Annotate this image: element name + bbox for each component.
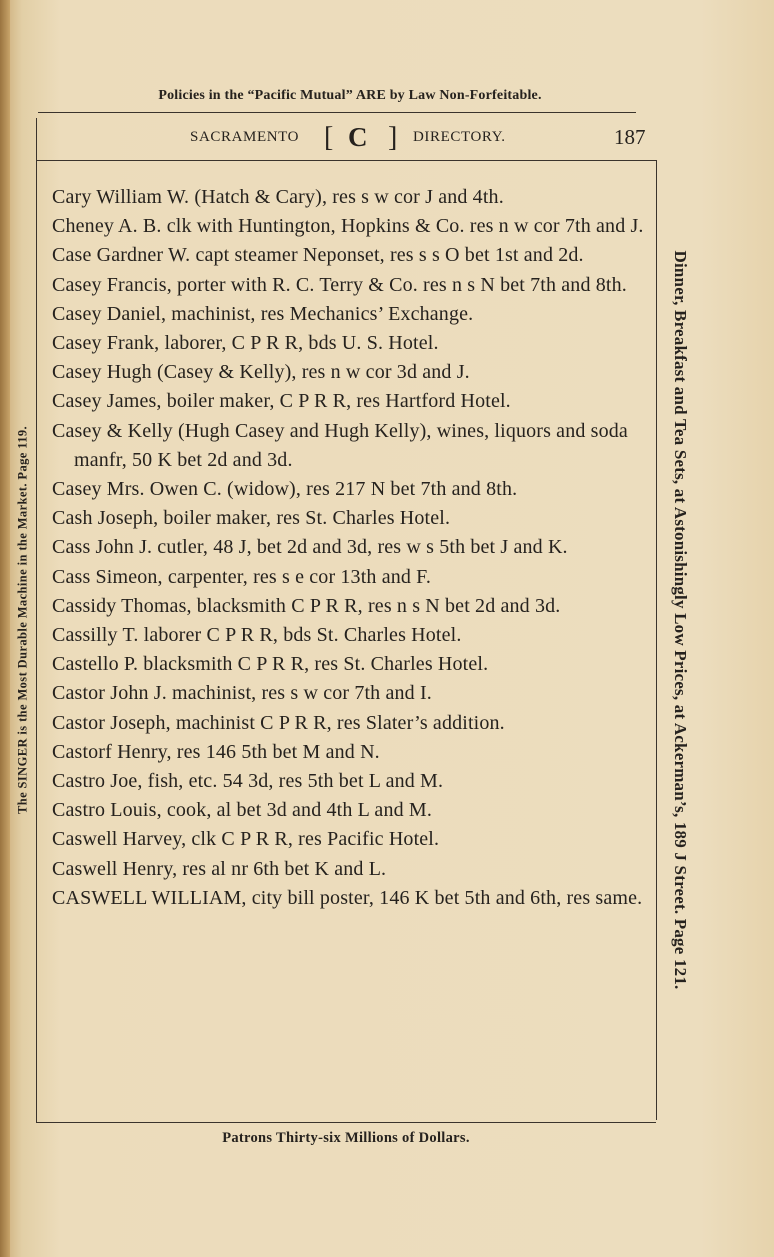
directory-entry: Castro Joe, fish, etc. 54 3d, res 5th bet L and M. — [52, 770, 444, 793]
directory-entry: Cassilly T. laborer C P R R, bds St. Charles Hotel. — [52, 624, 462, 647]
top-rule — [38, 112, 636, 113]
page-header — [36, 120, 656, 161]
directory-entry: Case Gardner W. capt steamer Neponset, res s s O bet 1st and 2d. — [52, 244, 584, 267]
header-bracket-close: ] — [388, 122, 398, 153]
directory-entry: Caswell Henry, res al nr 6th bet K and L. — [52, 857, 387, 880]
directory-entry: Cass John J. cutler, 48 J, bet 2d and 3d, res w s 5th bet J and K. — [52, 536, 568, 559]
directory-entry: Cheney A. B. clk with Huntington, Hopkins & Co. res n w cor 7th and J. — [52, 215, 644, 238]
directory-entry: Castor John J. machinist, res s w cor 7th and I. — [52, 682, 432, 705]
right-side-advertisement-text: Dinner, Breakfast and Tea Sets, at Astonishingly Low Prices, at Ackerman’s, 189 J Street. Page 121. — [671, 250, 690, 990]
header-section-letter: C — [348, 122, 368, 152]
directory-entry: Casey James, boiler maker, C P R R, res Hartford Hotel. — [52, 390, 511, 413]
directory-entry: Cash Joseph, boiler maker, res St. Charles Hotel. — [52, 507, 451, 530]
directory-entry: Casey & Kelly (Hugh Casey and Hugh Kelly), wines, liquors and soda manfr, 50 K bet 2d and 3d. — [52, 419, 628, 471]
directory-entry: Caswell Harvey, clk C P R R, res Pacific Hotel. — [52, 828, 440, 851]
directory-entry: Castro Louis, cook, al bet 3d and 4th L and M. — [52, 799, 432, 822]
frame-right-rule — [656, 160, 657, 1120]
left-side-advertisement-text: The SINGER is the Most Durable Machine in the Market. Page 119. — [15, 425, 30, 815]
directory-entry: Castorf Henry, res 146 5th bet M and N. — [52, 740, 380, 763]
directory-entries — [52, 183, 652, 913]
header-city: SACRAMENTO — [190, 129, 300, 145]
top-advertisement: Policies in the “Pacific Mutual” ARE by Law Non-Forfeitable. — [158, 88, 542, 103]
directory-entry: Cassidy Thomas, blacksmith C P R R, res n s N bet 2d and 3d. — [52, 594, 561, 617]
page-number: 187 — [614, 125, 646, 149]
directory-entry: Castor Joseph, machinist C P R R, res Slater’s addition. — [52, 711, 505, 734]
right-side-advertisement — [660, 160, 700, 1080]
directory-entry: Casey Daniel, machinist, res Mechanics’ Exchange. — [52, 302, 474, 325]
directory-entry: Cass Simeon, carpenter, res s e cor 13th and F. — [52, 565, 432, 588]
directory-entry: Casey Mrs. Owen C. (widow), res 217 N bet 7th and 8th. — [52, 478, 518, 501]
directory-entry: Casey Frank, laborer, C P R R, bds U. S. Hotel. — [52, 332, 439, 355]
directory-entry: Castello P. blacksmith C P R R, res St. Charles Hotel. — [52, 653, 489, 676]
frame-bottom-rule — [36, 1122, 656, 1123]
bottom-advertisement: Patrons Thirty-six Millions of Dollars. — [222, 1130, 470, 1146]
directory-entry: Casey Francis, porter with R. C. Terry & Co. res n s N bet 7th and 8th. — [52, 273, 627, 296]
directory-entry: CASWELL WILLIAM, city bill poster, 146 K bet 5th and 6th, res same. — [52, 886, 643, 909]
directory-entry: Casey Hugh (Casey & Kelly), res n w cor 3d and J. — [52, 361, 470, 384]
directory-entry: Cary William W. (Hatch & Cary), res s w cor J and 4th. — [52, 186, 504, 208]
header-title: DIRECTORY. — [413, 129, 506, 145]
header-bracket-open: [ — [324, 122, 334, 153]
left-side-advertisement — [8, 300, 38, 940]
